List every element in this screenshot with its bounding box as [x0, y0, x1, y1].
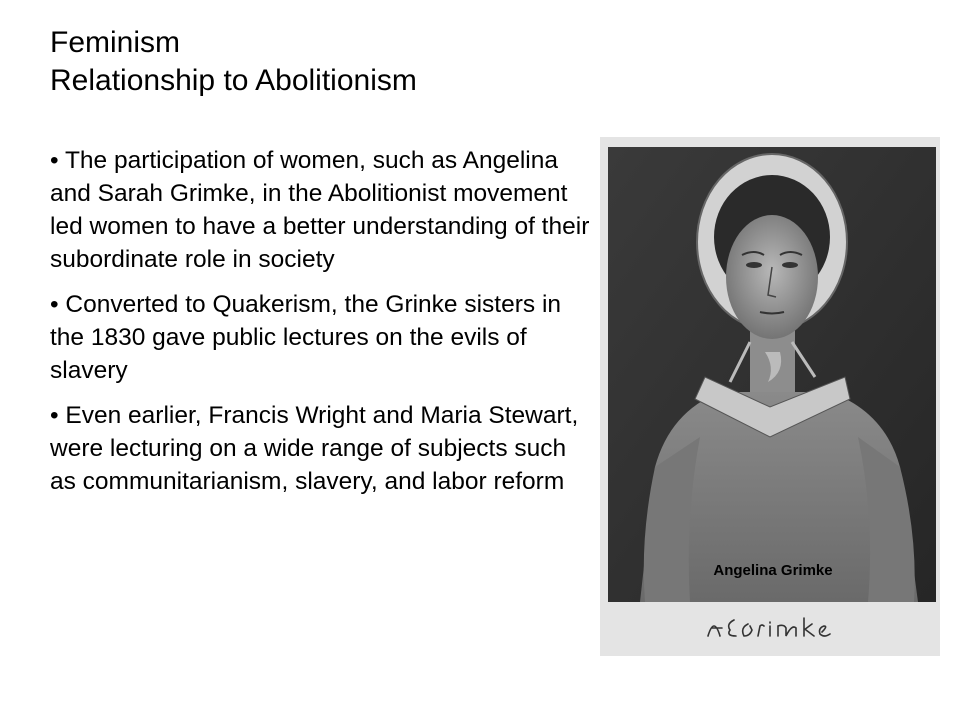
bullet-item: • Converted to Quakerism, the Grinke sisters in the 1830 gave public lectures on the evils of slavery	[50, 291, 562, 384]
bullet-item: • The participation of women, such as Angelina and Sarah Grimke, in the Abolitionist movement led women to have a better understanding of their subordinate role in society	[50, 147, 590, 273]
portrait-image	[600, 137, 940, 656]
bullet-list	[50, 144, 590, 510]
title-line-1: Feminism	[50, 26, 181, 59]
portrait-caption: Angelina Grimke	[713, 562, 833, 579]
signature	[700, 612, 850, 644]
bullet-item: • Even earlier, Francis Wright and Maria Stewart, were lecturing on a wide range of subjects such as communitarianism, slavery, and labor reform	[50, 402, 579, 495]
title-line-2: Relationship to Abolitionism	[50, 64, 417, 97]
slide-title	[50, 24, 417, 100]
